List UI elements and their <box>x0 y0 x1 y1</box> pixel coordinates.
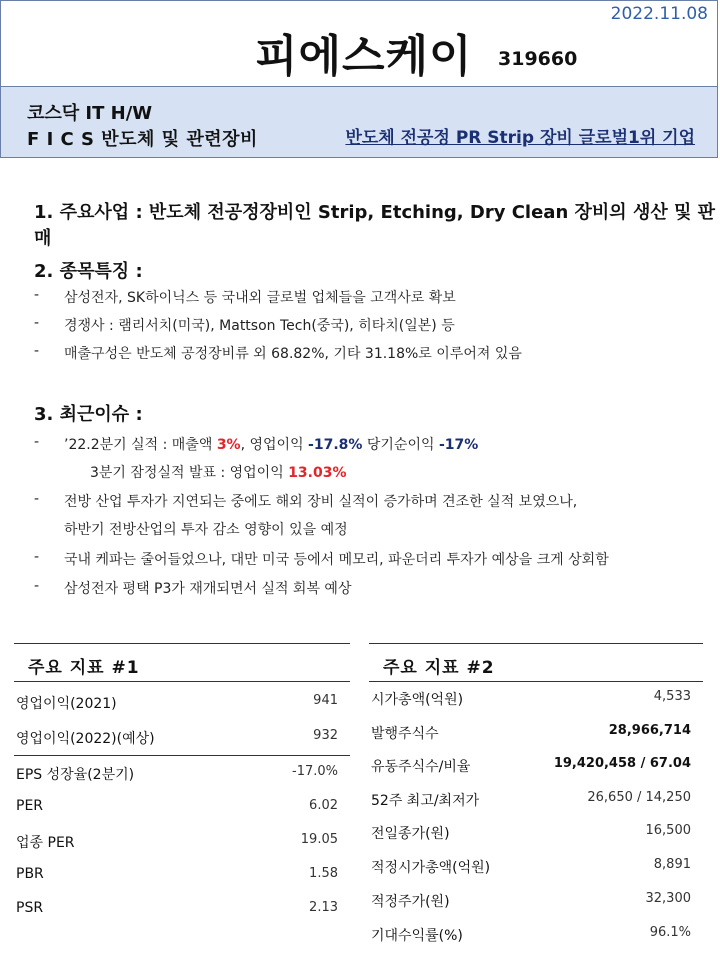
row-value: 6.02 <box>309 798 338 813</box>
issue-q2-results <box>64 434 478 454</box>
stock-code: 319660 <box>498 48 578 70</box>
q3-op-growth: 13.03% <box>288 465 347 481</box>
row-label: 영업이익(2022)(예상) <box>16 731 155 747</box>
row-label: 적정주가(원) <box>371 894 450 910</box>
row-value: -17.0% <box>292 764 338 779</box>
table-row <box>369 682 703 715</box>
row-label: PER <box>16 798 44 814</box>
row-label: 전일종가(원) <box>371 826 450 842</box>
op-growth: -17.8% <box>308 437 363 453</box>
issue-q2-prefix: ’22.2분기 실적 : 매출액 <box>64 437 217 453</box>
table-row <box>369 850 703 883</box>
table-title: 주요 지표 #1 <box>28 658 140 678</box>
table-top-border <box>369 643 703 644</box>
table-row <box>14 893 350 926</box>
row-value: 19.05 <box>300 832 338 847</box>
row-label: 영업이익(2021) <box>16 696 117 712</box>
issue-q3-prefix: 3분기 잠정실적 발표 : 영업이익 <box>90 465 289 481</box>
company-tagline: 반도체 전공정 PR Strip 장비 글로벌1위 기업 <box>345 128 695 148</box>
row-value: 28,966,714 <box>608 723 691 738</box>
key-metrics-table-1 <box>14 643 350 943</box>
company-name: 피에스케이 <box>255 31 473 82</box>
issue-q3-line <box>90 462 346 482</box>
section-features-title: 2. 종목특징 : <box>34 261 143 282</box>
table-row <box>14 721 350 754</box>
row-label: 시가총액(억원) <box>371 692 464 708</box>
row-value: 8,891 <box>653 857 691 872</box>
bullet-dash: - <box>34 578 40 594</box>
table-row <box>369 783 703 816</box>
row-value: 16,500 <box>645 823 691 838</box>
bullet-dash: - <box>34 434 40 450</box>
table-row <box>369 918 703 951</box>
row-label: 52주 최고/최저가 <box>371 793 480 809</box>
issue-text: 하반기 전방산업의 투자 감소 영향이 있을 예정 <box>64 522 348 538</box>
issue-q2-mid1: , 영업이익 <box>240 437 309 453</box>
row-value: 32,300 <box>645 891 691 906</box>
market-sector: 코스닥 IT H/W <box>27 103 153 124</box>
row-label: EPS 성장율(2분기) <box>16 767 135 783</box>
table-top-border <box>14 643 350 644</box>
report-date: 2022.11.08 <box>610 4 708 24</box>
bullet-dash: - <box>34 315 40 331</box>
row-value: 96.1% <box>649 925 691 940</box>
table-row <box>369 749 703 782</box>
bullet-dash: - <box>34 549 40 565</box>
sector-band <box>0 86 718 158</box>
table-row <box>369 816 703 849</box>
row-label: 업종 PER <box>16 835 75 851</box>
section-issues-title: 3. 최근이슈 : <box>34 404 143 425</box>
table-row <box>14 757 350 790</box>
table-row <box>14 686 350 719</box>
row-value: 932 <box>313 728 338 743</box>
issue-text: 전방 산업 투자가 지연되는 중에도 해외 장비 실적이 증가하며 견조한 실적 보였으나, <box>64 494 578 510</box>
sales-growth: 3% <box>216 437 241 453</box>
fics-sector: F I C S 반도체 및 관련장비 <box>27 129 258 150</box>
table-divider <box>14 681 350 682</box>
row-value: 26,650 / 14,250 <box>587 790 691 805</box>
bullet-dash: - <box>34 491 40 507</box>
feature-text: 경쟁사 : 램리서치(미국), Mattson Tech(중국), 히타치(일본) 등 <box>64 318 455 334</box>
row-value: 1.58 <box>309 866 338 881</box>
feature-text: 매출구성은 반도체 공정장비류 외 68.82%, 기타 31.18%로 이루어져 있음 <box>64 346 522 362</box>
row-value: 941 <box>313 693 338 708</box>
table-title: 주요 지표 #2 <box>383 658 495 678</box>
key-metrics-table-2 <box>369 643 703 955</box>
net-growth: -17% <box>438 437 479 453</box>
bullet-dash: - <box>34 287 40 303</box>
issue-text: 삼성전자 평택 P3가 재개되면서 실적 회복 예상 <box>64 581 352 597</box>
row-value: 4,533 <box>653 689 691 704</box>
row-label: PSR <box>16 900 44 916</box>
row-label: 유동주식수/비율 <box>371 759 471 775</box>
row-label: 적정시가총액(억원) <box>371 860 491 876</box>
row-label: 기대수익률(%) <box>371 928 463 944</box>
table-divider <box>14 755 350 756</box>
table-row <box>14 791 350 824</box>
row-value: 2.13 <box>309 900 338 915</box>
table-row <box>14 825 350 858</box>
issue-text: 국내 케파는 줄어들었으나, 대만 미국 등에서 메모리, 파운더리 투자가 예상을 크게 상회함 <box>64 552 609 568</box>
row-value: 19,420,458 / 67.04 <box>553 756 691 771</box>
issue-q2-mid2: 당기순이익 <box>362 437 439 453</box>
row-label: 발행주식수 <box>371 726 439 742</box>
section-main-business: 1. 주요사업 : 반도체 전공정장비인 Strip, Etching, Dry Clean 장비의 생산 및 판매 <box>34 202 716 249</box>
table-row <box>369 716 703 749</box>
table-row <box>369 884 703 917</box>
feature-text: 삼성전자, SK하이닉스 등 국내외 글로벌 업체들을 고객사로 확보 <box>64 290 456 306</box>
table-row <box>14 859 350 892</box>
bullet-dash: - <box>34 343 40 359</box>
row-label: PBR <box>16 866 44 882</box>
